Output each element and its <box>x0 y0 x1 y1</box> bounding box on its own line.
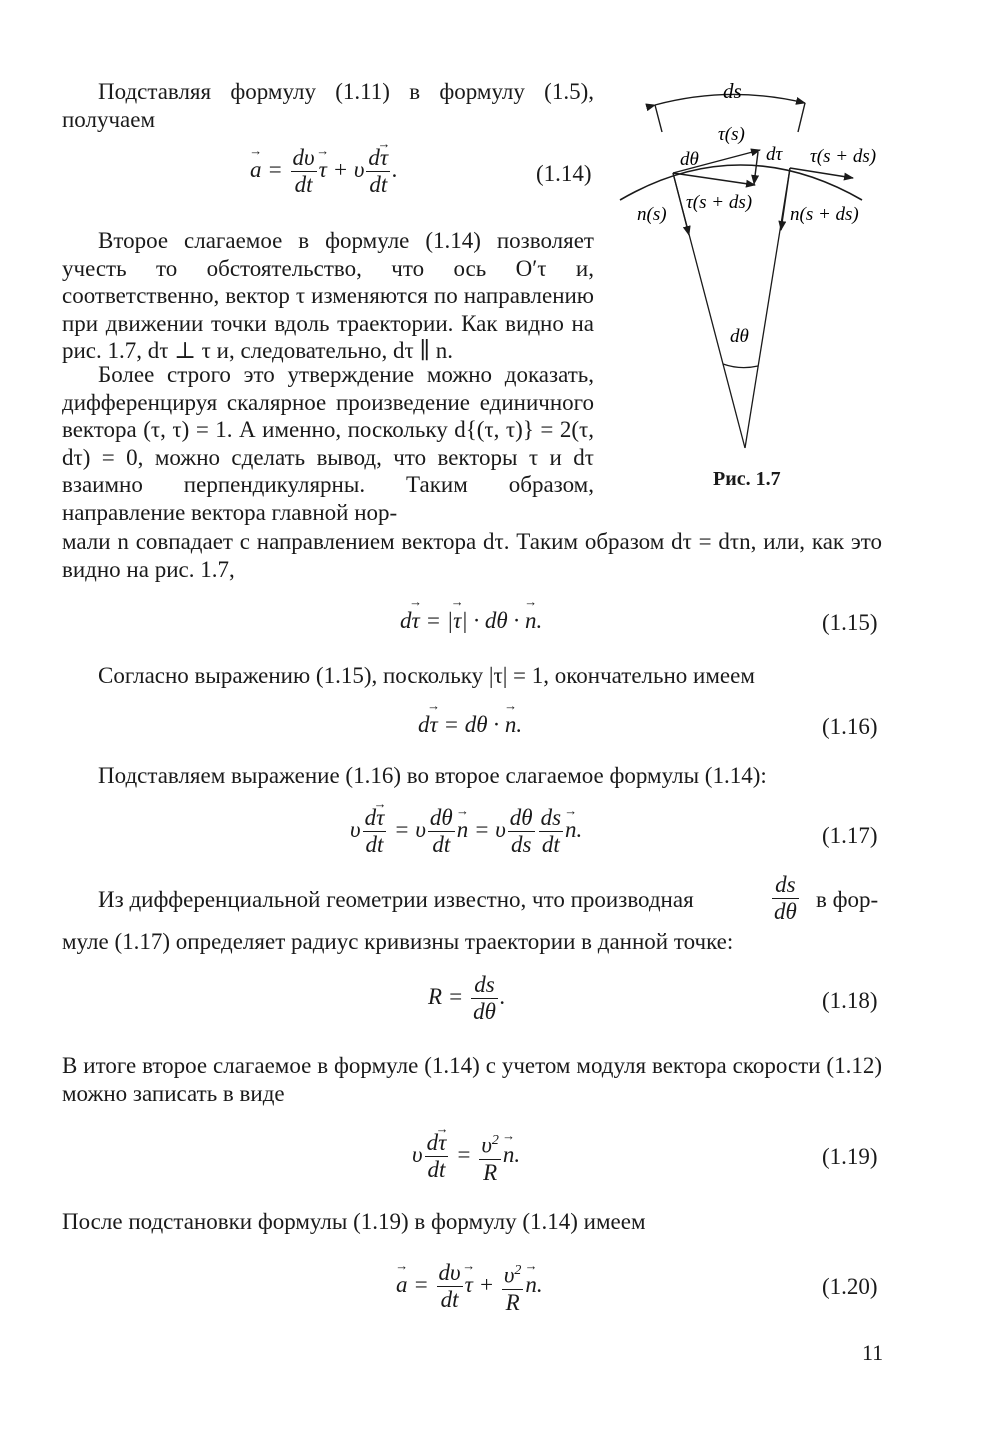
label-dtheta-center: dθ <box>730 326 749 347</box>
equation-1-17-body: υ $\frac{d\to \tau}{dt}$ = υ $\frac{d\theta}{dt}$ → n = υ $\frac{d\theta}{ds}$ $\frac{ds}{dt}$ → n. <box>350 805 582 858</box>
paragraph-6-continued: муле (1.17) определяет радиус кривизны траектории в данной точке: <box>62 929 734 954</box>
equation-number: (1.17) <box>822 823 878 848</box>
label-n-s: n(s) <box>637 204 667 225</box>
equation-1-18-body: R = $\frac{ds}{d\theta}$ . <box>428 972 506 1024</box>
page-number: 11 <box>862 1340 884 1365</box>
paragraph-7: В итоге второе слагаемое в формуле (1.14) с учетом модуля вектора скорости (1.12) можно записать в виде <box>62 1053 882 1106</box>
paragraph-6-start: Из дифференциальной геометрии известно, что производная <box>98 887 694 912</box>
angle-arc <box>723 364 758 368</box>
equation-1-15-body: d→ τ = |→ τ| · dθ · → n. <box>400 608 542 634</box>
paragraph-5: Подставляем выражение (1.16) во второе слагаемое формулы (1.14): <box>98 763 767 788</box>
ds-tick-right <box>798 103 805 132</box>
paragraph-1: Подставляя формулу (1.11) в формулу (1.5), получаем <box>62 79 594 132</box>
figure-caption: Рис. 1.7 <box>713 468 781 490</box>
paragraph-2: Второе слагаемое в формуле (1.14) позволяет учесть то обстоятельство, что ось O′τ и, соответственно, вектор τ изменяются по направлению при движении точки вдоль траектории. Как видно на рис. 1.7, dτ ⊥ τ и, следовательно, dτ ∥ n. <box>62 228 594 364</box>
paragraph-3a: Более строго это утверждение можно доказать, дифференцируя скалярное произведение единичного вектора (τ, τ) = 1. А именно, поскольку d{(τ, τ)} = 2(τ, dτ) = 0, можно сделать вывод, что векторы τ и dτ взаимно перпендикулярны. Таким образом, направление вектора главной нор- <box>62 362 594 525</box>
paragraph-3b: мали n совпадает с направлением вектора dτ. Таким образом dτ = dτn, или, как это видно на рис. 1.7, <box>62 529 882 582</box>
figure-1-7 <box>600 70 900 490</box>
dtau-vector <box>754 152 758 184</box>
ds-tick-left <box>655 105 662 132</box>
label-dtau: dτ <box>766 144 783 165</box>
equation-number: (1.15) <box>822 610 878 635</box>
label-tau-s-ds-mid: τ(s + ds) <box>686 192 753 213</box>
equation-1-14-body: → a = $\frac{d\upsilon}{dt}$ → τ + υ $\frac{d\to \tau}{dt}$ . <box>250 145 398 198</box>
paragraph-4: Согласно выражению (1.15), поскольку |τ| = 1, окончательно имеем <box>98 663 755 688</box>
label-tau-s-ds-right: τ(s + ds) <box>810 146 877 167</box>
equation-number: (1.19) <box>822 1144 878 1169</box>
normal-n-s-ds-arrow <box>781 168 790 230</box>
equation-1-20-body: → a = $\frac{d\upsilon}{dt}$ → τ + $\frac{\upsilon^2}{R}$ → n. <box>396 1258 543 1316</box>
equation-number: (1.16) <box>822 714 878 739</box>
label-tau-s: τ(s) <box>718 124 745 145</box>
equation-1-16-body: d→ τ = dθ · → n. <box>418 712 522 738</box>
paragraph-8: После подстановки формулы (1.19) в формулу (1.14) имеем <box>62 1209 646 1234</box>
label-ds: ds <box>723 79 742 103</box>
label-dtheta-top: dθ <box>680 149 699 170</box>
equation-number: (1.20) <box>822 1274 878 1299</box>
equation-number: (1.14) <box>536 161 592 186</box>
equation-number: (1.18) <box>822 988 878 1013</box>
paragraph-6 <box>62 872 882 932</box>
equation-1-19-body: υ $\frac{d\to \tau}{dt}$ = $\frac{\upsilon^2}{R}$ → n. <box>412 1128 520 1186</box>
inline-fraction-ds-dtheta: $\frac{ds}{d\theta}$ <box>774 872 797 924</box>
translated-tau-s-ds <box>673 173 755 185</box>
paragraph-6-end: в фор- <box>816 887 879 912</box>
label-n-s-ds: n(s + ds) <box>790 204 859 225</box>
